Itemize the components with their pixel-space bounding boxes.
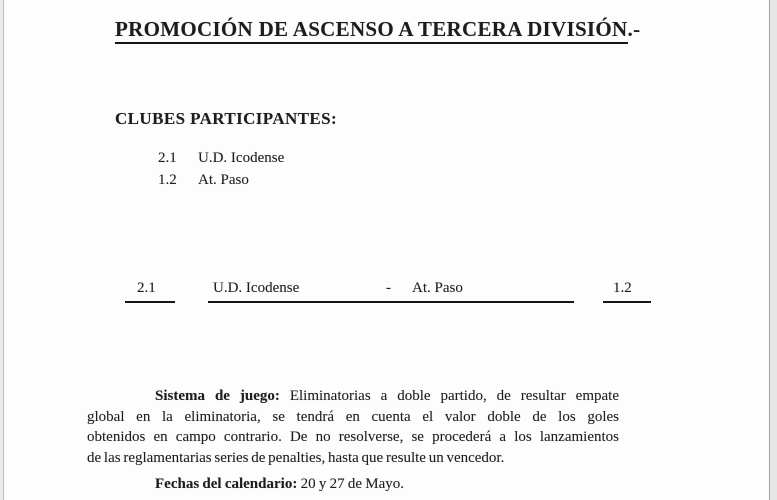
tie-right-number: 1.2 [613,280,632,296]
tie-separator: - [386,280,391,296]
list-item [158,147,284,169]
tie-right-underline [603,301,651,303]
tie-away-club: At. Paso [412,280,463,296]
document-page [5,0,768,500]
club-number: 1.2 [158,172,177,188]
page-title-suffix: .- [627,17,641,41]
paragraph-line: de las reglamentarias series de penalties, hasta que resulte un vencedor. [87,449,505,466]
paragraph-line: global en la eliminatoria, se tendrá en cuenta el valor doble de los goles [87,408,619,425]
list-item [158,169,284,191]
club-name: U.D. Icodense [198,150,285,166]
tie-center-underline [208,301,574,303]
page-right-edge-gutter [769,0,777,500]
paragraph-line [87,386,619,407]
tie-left-number: 2.1 [137,280,156,296]
system-line1-text: Eliminatorias a doble partido, de resultar empate [279,388,619,404]
paragraph-line: obtenidos en campo contrario. De no resolverse, se procederá a los lanzamientos [87,429,619,445]
page-left-edge-gutter [0,0,4,500]
page-title-underlined-text: PROMOCIÓN DE ASCENSO A TERCERA DIVISIÓN [115,17,628,44]
club-number: 2.1 [158,150,177,166]
system-label: Sistema de juego: [155,388,280,404]
tie-home-club: U.D. Icodense [213,280,300,296]
calendar-dates-line [87,474,619,495]
clubs-heading: CLUBES PARTICIPANTES: [115,109,338,128]
dates-value: 20 y 27 de Mayo. [297,476,404,492]
club-name: At. Paso [198,172,249,188]
dates-label: Fechas del calendario: [155,476,298,492]
clubs-list [158,147,284,191]
tie-left-underline [125,301,175,303]
page-title [115,17,640,42]
system-of-play-paragraph [87,386,619,468]
